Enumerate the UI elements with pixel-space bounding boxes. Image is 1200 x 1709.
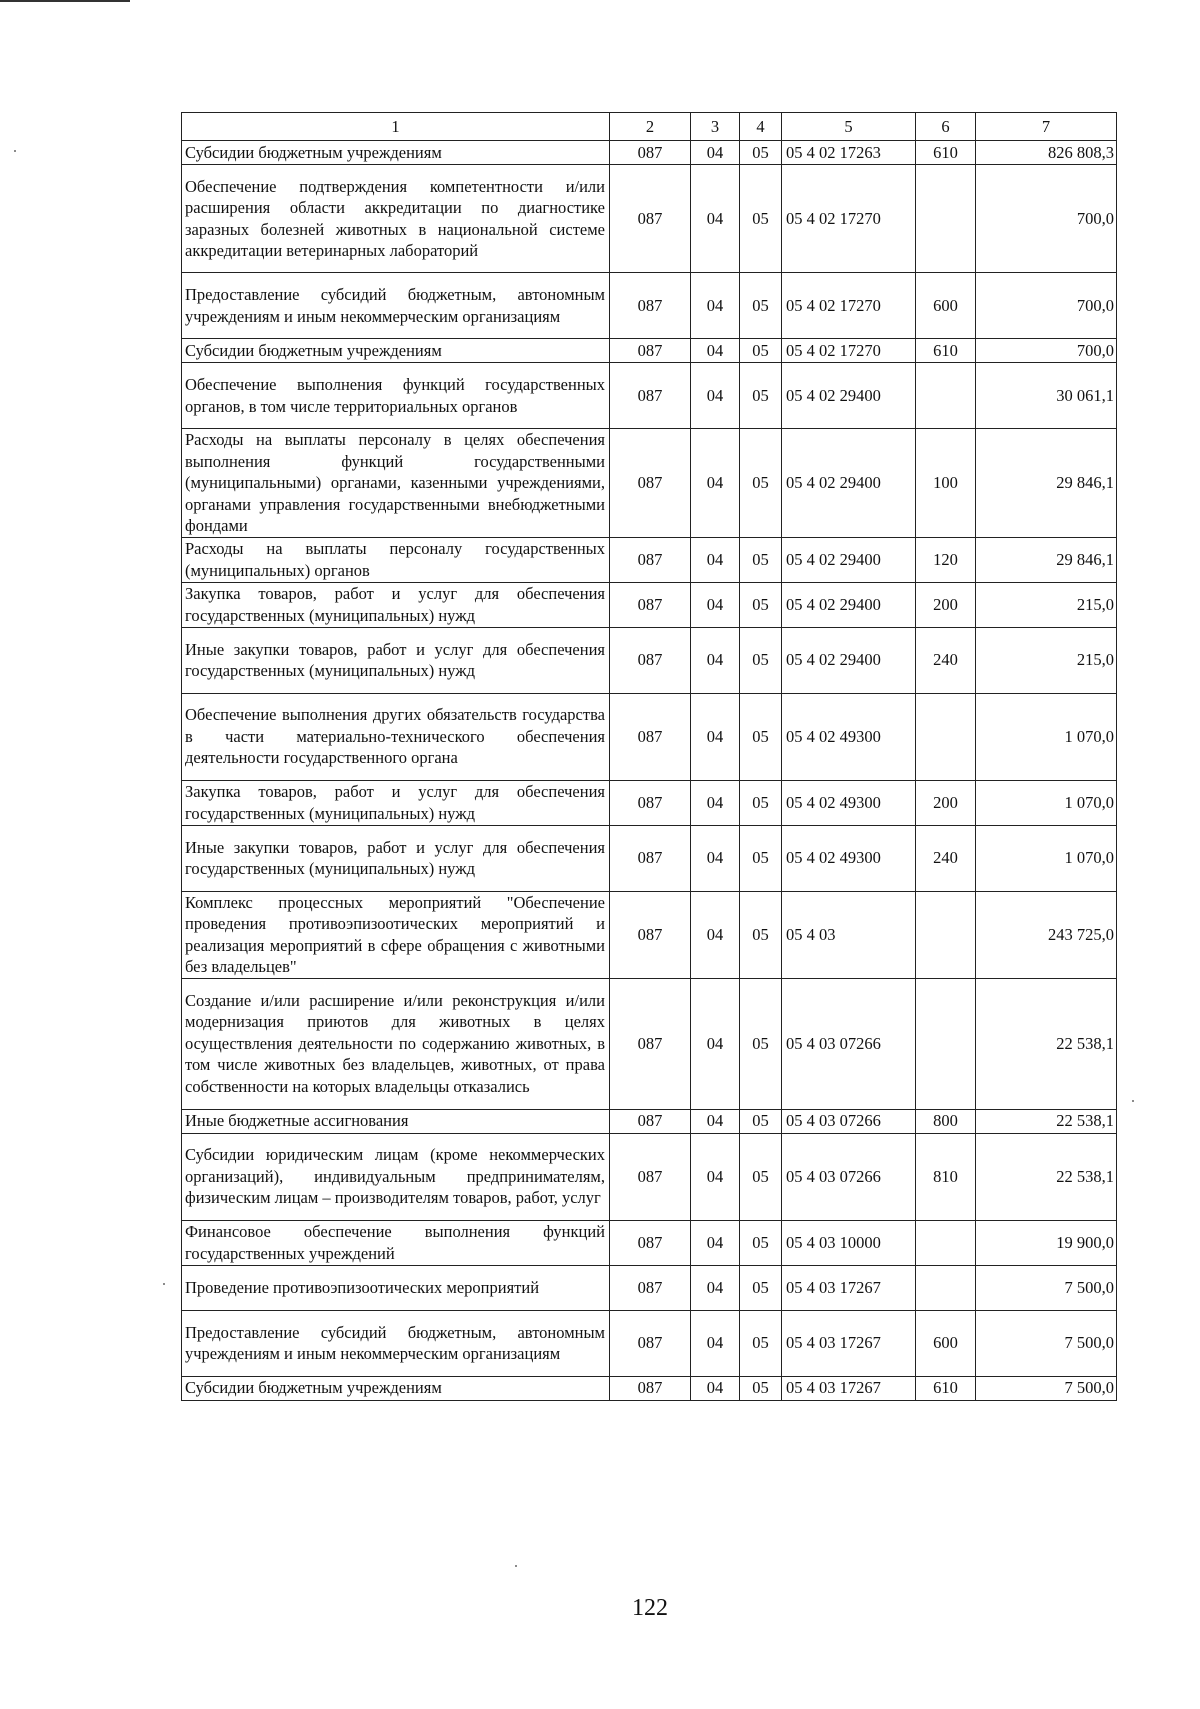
cell-vr: 600 [916, 1310, 976, 1376]
cell-gr: 087 [610, 693, 691, 780]
cell-name: Расходы на выплаты персоналу государственных (муниципальных) органов [182, 537, 610, 582]
cell-amount: 29 846,1 [976, 429, 1117, 538]
cell-csr: 05 4 03 10000 [782, 1220, 916, 1265]
cell-gr: 087 [610, 429, 691, 538]
cell-rz: 04 [691, 1265, 740, 1310]
cell-name: Проведение противоэпизоотических мероприятий [182, 1265, 610, 1310]
scan-speck [14, 150, 16, 152]
cell-name: Субсидии бюджетным учреждениям [182, 339, 610, 363]
table-row [182, 1109, 1117, 1133]
cell-amount: 215,0 [976, 582, 1117, 627]
header-cell-7: 7 [976, 113, 1117, 141]
cell-pr: 05 [740, 1376, 782, 1400]
cell-gr: 087 [610, 339, 691, 363]
cell-gr: 087 [610, 141, 691, 165]
cell-amount: 7 500,0 [976, 1265, 1117, 1310]
cell-pr: 05 [740, 891, 782, 978]
cell-vr: 600 [916, 273, 976, 339]
scan-speck [515, 1565, 517, 1567]
cell-pr: 05 [740, 693, 782, 780]
cell-vr [916, 165, 976, 273]
cell-gr: 087 [610, 780, 691, 825]
cell-vr: 200 [916, 780, 976, 825]
cell-amount: 22 538,1 [976, 978, 1117, 1109]
table-row [182, 273, 1117, 339]
table-row [182, 1310, 1117, 1376]
cell-rz: 04 [691, 1376, 740, 1400]
cell-name: Комплекс процессных мероприятий "Обеспечение проведения противоэпизоотических мероприятий и реализация мероприятий в сфере обращения с животными без владельцев" [182, 891, 610, 978]
cell-rz: 04 [691, 1310, 740, 1376]
cell-amount: 1 070,0 [976, 693, 1117, 780]
table-row [182, 1220, 1117, 1265]
table-row [182, 165, 1117, 273]
table-row [182, 627, 1117, 693]
cell-amount: 29 846,1 [976, 537, 1117, 582]
cell-vr: 800 [916, 1109, 976, 1133]
cell-gr: 087 [610, 1376, 691, 1400]
cell-name: Предоставление субсидий бюджетным, автономным учреждениям и иным некоммерческим организациям [182, 1310, 610, 1376]
cell-pr: 05 [740, 1220, 782, 1265]
cell-rz: 04 [691, 891, 740, 978]
cell-gr: 087 [610, 1310, 691, 1376]
cell-pr: 05 [740, 339, 782, 363]
cell-vr: 100 [916, 429, 976, 538]
cell-name: Закупка товаров, работ и услуг для обеспечения государственных (муниципальных) нужд [182, 582, 610, 627]
cell-amount: 243 725,0 [976, 891, 1117, 978]
cell-csr: 05 4 02 49300 [782, 693, 916, 780]
cell-vr [916, 693, 976, 780]
cell-rz: 04 [691, 165, 740, 273]
cell-name: Иные закупки товаров, работ и услуг для обеспечения государственных (муниципальных) нужд [182, 627, 610, 693]
cell-amount: 826 808,3 [976, 141, 1117, 165]
table-row [182, 363, 1117, 429]
header-cell-2: 2 [610, 113, 691, 141]
cell-csr: 05 4 02 17270 [782, 339, 916, 363]
cell-name: Обеспечение подтверждения компетентности и/или расширения области аккредитации по диагностике заразных болезней животных в национальной системе аккредитации ветеринарных лабораторий [182, 165, 610, 273]
cell-gr: 087 [610, 1109, 691, 1133]
table-row [182, 891, 1117, 978]
cell-vr: 240 [916, 627, 976, 693]
cell-rz: 04 [691, 363, 740, 429]
cell-vr [916, 891, 976, 978]
cell-rz: 04 [691, 582, 740, 627]
cell-amount: 700,0 [976, 339, 1117, 363]
cell-csr: 05 4 03 [782, 891, 916, 978]
cell-pr: 05 [740, 141, 782, 165]
cell-gr: 087 [610, 891, 691, 978]
cell-rz: 04 [691, 693, 740, 780]
cell-name: Иные закупки товаров, работ и услуг для обеспечения государственных (муниципальных) нужд [182, 825, 610, 891]
cell-pr: 05 [740, 780, 782, 825]
cell-name: Предоставление субсидий бюджетным, автономным учреждениям и иным некоммерческим организациям [182, 273, 610, 339]
cell-pr: 05 [740, 537, 782, 582]
cell-pr: 05 [740, 825, 782, 891]
cell-vr: 610 [916, 339, 976, 363]
table-row [182, 1133, 1117, 1220]
table-row [182, 780, 1117, 825]
cell-rz: 04 [691, 537, 740, 582]
cell-gr: 087 [610, 582, 691, 627]
table-row [182, 582, 1117, 627]
cell-vr [916, 363, 976, 429]
cell-amount: 7 500,0 [976, 1310, 1117, 1376]
cell-pr: 05 [740, 1133, 782, 1220]
cell-amount: 22 538,1 [976, 1109, 1117, 1133]
cell-vr: 120 [916, 537, 976, 582]
cell-amount: 7 500,0 [976, 1376, 1117, 1400]
table-row [182, 825, 1117, 891]
cell-name: Финансовое обеспечение выполнения функций государственных учреждений [182, 1220, 610, 1265]
cell-pr: 05 [740, 1310, 782, 1376]
header-cell-5: 5 [782, 113, 916, 141]
cell-amount: 700,0 [976, 273, 1117, 339]
cell-csr: 05 4 02 29400 [782, 582, 916, 627]
table-row [182, 978, 1117, 1109]
table-row [182, 693, 1117, 780]
header-cell-1: 1 [182, 113, 610, 141]
cell-gr: 087 [610, 537, 691, 582]
table-row [182, 429, 1117, 538]
cell-rz: 04 [691, 825, 740, 891]
scan-speck [163, 1283, 165, 1285]
cell-gr: 087 [610, 1220, 691, 1265]
cell-gr: 087 [610, 273, 691, 339]
cell-pr: 05 [740, 978, 782, 1109]
cell-name: Создание и/или расширение и/или реконструкция и/или модернизация приютов для животных в целях осуществления деятельности по содержанию животных, в том числе животных без владельцев, животных, от права собственности на которых владельцы отказались [182, 978, 610, 1109]
cell-vr [916, 978, 976, 1109]
scan-speck [1132, 1100, 1134, 1102]
cell-amount: 215,0 [976, 627, 1117, 693]
cell-csr: 05 4 03 07266 [782, 1109, 916, 1133]
cell-rz: 04 [691, 141, 740, 165]
cell-vr [916, 1265, 976, 1310]
cell-pr: 05 [740, 363, 782, 429]
cell-csr: 05 4 02 49300 [782, 825, 916, 891]
cell-vr: 610 [916, 141, 976, 165]
cell-amount: 1 070,0 [976, 825, 1117, 891]
cell-csr: 05 4 02 17263 [782, 141, 916, 165]
cell-name: Расходы на выплаты персоналу в целях обеспечения выполнения функций государственными (муниципальными) органами, казенными учреждениями, органами управления государственными внебюджетными фондами [182, 429, 610, 538]
cell-rz: 04 [691, 780, 740, 825]
cell-amount: 19 900,0 [976, 1220, 1117, 1265]
table-row [182, 141, 1117, 165]
cell-gr: 087 [610, 1133, 691, 1220]
cell-csr: 05 4 02 29400 [782, 627, 916, 693]
cell-vr: 240 [916, 825, 976, 891]
table-body [182, 113, 1117, 1401]
cell-gr: 087 [610, 825, 691, 891]
cell-gr: 087 [610, 627, 691, 693]
cell-name: Субсидии юридическим лицам (кроме некоммерческих организаций), индивидуальным предпринимателям, физическим лицам – производителям товаров, работ, услуг [182, 1133, 610, 1220]
cell-rz: 04 [691, 339, 740, 363]
cell-gr: 087 [610, 978, 691, 1109]
cell-name: Обеспечение выполнения функций государственных органов, в том числе территориальных органов [182, 363, 610, 429]
cell-name: Закупка товаров, работ и услуг для обеспечения государственных (муниципальных) нужд [182, 780, 610, 825]
cell-pr: 05 [740, 627, 782, 693]
cell-amount: 700,0 [976, 165, 1117, 273]
cell-pr: 05 [740, 165, 782, 273]
cell-amount: 30 061,1 [976, 363, 1117, 429]
table-row [182, 1376, 1117, 1400]
cell-name: Субсидии бюджетным учреждениям [182, 141, 610, 165]
cell-csr: 05 4 02 29400 [782, 537, 916, 582]
cell-rz: 04 [691, 429, 740, 538]
cell-rz: 04 [691, 273, 740, 339]
cell-csr: 05 4 03 07266 [782, 978, 916, 1109]
cell-name: Обеспечение выполнения других обязательств государства в части материально-технического обеспечения деятельности государственного органа [182, 693, 610, 780]
budget-table [181, 112, 1117, 1401]
cell-csr: 05 4 03 17267 [782, 1310, 916, 1376]
cell-gr: 087 [610, 363, 691, 429]
table-row [182, 1265, 1117, 1310]
table-header-row [182, 113, 1117, 141]
cell-pr: 05 [740, 429, 782, 538]
table-row [182, 537, 1117, 582]
cell-rz: 04 [691, 627, 740, 693]
cell-pr: 05 [740, 1265, 782, 1310]
cell-csr: 05 4 02 17270 [782, 273, 916, 339]
cell-rz: 04 [691, 1109, 740, 1133]
table-row [182, 339, 1117, 363]
cell-name: Субсидии бюджетным учреждениям [182, 1376, 610, 1400]
cell-csr: 05 4 02 17270 [782, 165, 916, 273]
header-cell-3: 3 [691, 113, 740, 141]
cell-rz: 04 [691, 1220, 740, 1265]
cell-csr: 05 4 02 49300 [782, 780, 916, 825]
cell-amount: 1 070,0 [976, 780, 1117, 825]
cell-rz: 04 [691, 1133, 740, 1220]
cell-vr [916, 1220, 976, 1265]
page-number: 122 [632, 1595, 668, 1621]
cell-gr: 087 [610, 165, 691, 273]
cell-csr: 05 4 02 29400 [782, 429, 916, 538]
cell-csr: 05 4 03 17267 [782, 1265, 916, 1310]
cell-csr: 05 4 03 07266 [782, 1133, 916, 1220]
cell-amount: 22 538,1 [976, 1133, 1117, 1220]
cell-csr: 05 4 02 29400 [782, 363, 916, 429]
cell-pr: 05 [740, 273, 782, 339]
cell-vr: 200 [916, 582, 976, 627]
cell-vr: 810 [916, 1133, 976, 1220]
cell-gr: 087 [610, 1265, 691, 1310]
cell-csr: 05 4 03 17267 [782, 1376, 916, 1400]
cell-rz: 04 [691, 978, 740, 1109]
header-cell-4: 4 [740, 113, 782, 141]
cell-pr: 05 [740, 1109, 782, 1133]
cell-name: Иные бюджетные ассигнования [182, 1109, 610, 1133]
cell-vr: 610 [916, 1376, 976, 1400]
header-cell-6: 6 [916, 113, 976, 141]
cell-pr: 05 [740, 582, 782, 627]
scan-edge-mark [0, 0, 130, 2]
